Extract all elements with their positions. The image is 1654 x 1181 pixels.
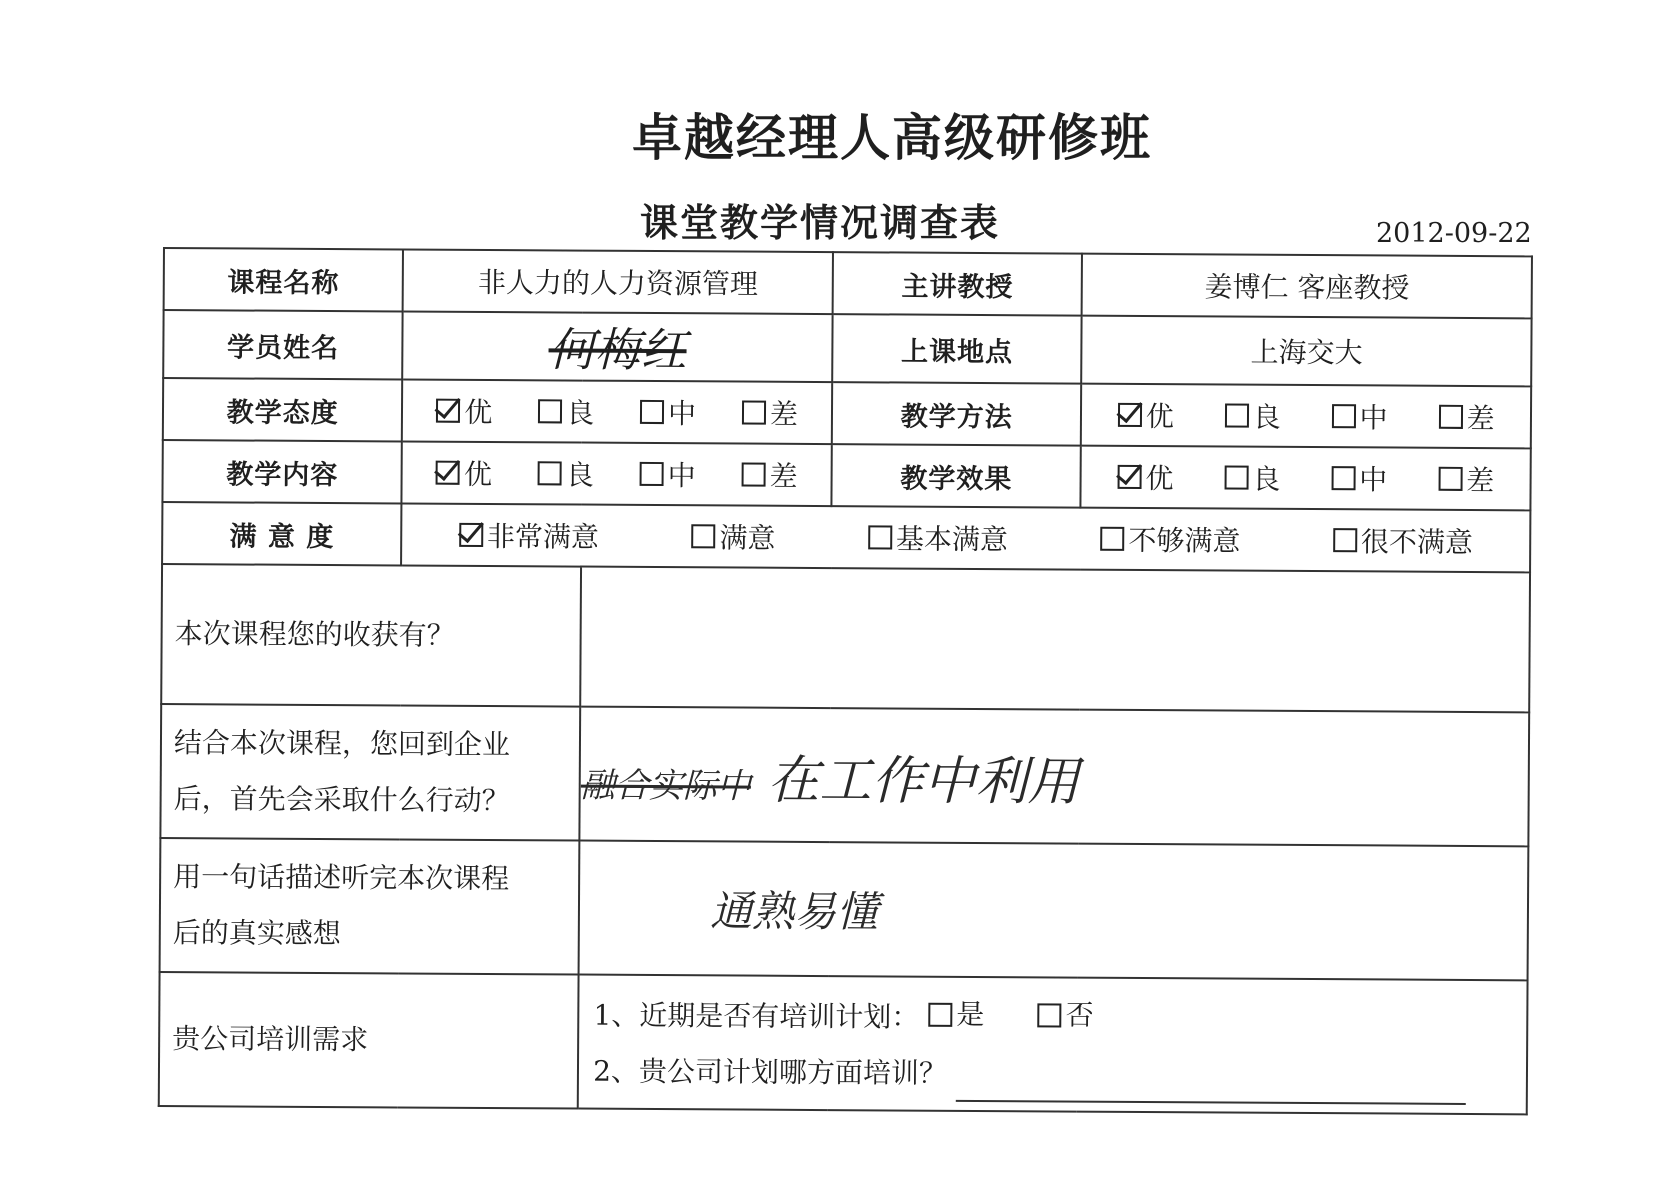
method-option-3[interactable] <box>1438 397 1494 437</box>
checked-box-icon <box>1117 465 1141 489</box>
location-label: 上课地点 <box>832 314 1082 384</box>
checkbox-icon <box>1225 403 1249 427</box>
method-option-1[interactable] <box>1225 395 1281 435</box>
attitude-option-3[interactable] <box>742 393 798 433</box>
question-action-line1: 结合本次课程，您回到企业 <box>173 726 511 762</box>
checkbox-icon <box>1438 467 1462 491</box>
attitude-option-0[interactable] <box>436 391 492 431</box>
attitude-option-2-label: 中 <box>667 397 697 431</box>
method-options <box>1081 384 1531 449</box>
attitude-option-0-label: 优 <box>464 395 493 430</box>
row-q1 <box>161 564 1530 712</box>
method-option-2-label: 中 <box>1359 401 1388 435</box>
attitude-option-1-label: 良 <box>566 396 595 430</box>
course-name-value: 非人力的人力资源管理 <box>403 249 833 314</box>
effect-option-1[interactable] <box>1224 457 1280 497</box>
survey-table <box>158 247 1533 1115</box>
checkbox-icon <box>1332 404 1356 428</box>
satisfaction-option-2[interactable] <box>868 517 1008 558</box>
satisfaction-option-3-label: 不够满意 <box>1128 523 1241 558</box>
training-plan-no[interactable] <box>1038 987 1094 1043</box>
answer-action[interactable] <box>580 707 1530 847</box>
content-option-3[interactable] <box>741 455 797 495</box>
checkbox-icon <box>1331 466 1355 490</box>
attitude-group <box>403 390 831 433</box>
attitude-option-1[interactable] <box>538 391 594 431</box>
question-feeling <box>160 838 580 975</box>
method-option-2[interactable] <box>1332 396 1388 436</box>
form-date: 2012-09-22 <box>1376 218 1532 249</box>
row-satisfaction <box>162 502 1530 572</box>
effect-option-3[interactable] <box>1438 459 1494 499</box>
checkbox-icon <box>640 400 664 424</box>
row-course <box>164 248 1532 318</box>
answer-action-text: 在工作中利用 <box>767 750 1080 813</box>
row-q4 <box>159 972 1528 1114</box>
satisfaction-group <box>403 514 1530 561</box>
effect-label: 教学效果 <box>831 444 1081 508</box>
satisfaction-option-0-label: 非常满意 <box>486 519 600 554</box>
attitude-label: 教学态度 <box>163 378 403 441</box>
satisfaction-label: 满 意 度 <box>162 502 402 565</box>
satisfaction-option-0[interactable] <box>459 515 599 556</box>
question-training-needs: 贵公司培训需求 <box>159 972 579 1109</box>
answer-gains[interactable] <box>580 567 1530 713</box>
answer-action-struck: 融合实际中 <box>580 765 752 807</box>
checkbox-icon <box>1438 405 1462 429</box>
training-plan-yes-label: 是 <box>956 997 985 1031</box>
checked-box-icon <box>436 399 460 423</box>
training-area-question: 2、贵公司计划哪方面培训？ <box>593 1054 948 1090</box>
content-label: 教学内容 <box>162 440 402 503</box>
lecturer-value: 姜博仁 客座教授 <box>1082 254 1532 319</box>
satisfaction-option-3[interactable] <box>1100 519 1240 560</box>
content-option-0[interactable] <box>436 453 492 493</box>
training-plan-yes[interactable] <box>928 986 984 1042</box>
checkbox-icon <box>538 461 562 485</box>
checkbox-icon <box>742 463 766 487</box>
attitude-option-2[interactable] <box>640 392 696 432</box>
checkbox-icon <box>868 525 892 549</box>
satisfaction-options <box>401 503 1530 572</box>
question-action <box>160 704 580 841</box>
student-name-label: 学员姓名 <box>163 310 403 379</box>
training-needs-answers <box>578 975 1528 1115</box>
content-option-1-label: 良 <box>565 458 594 492</box>
question-feeling-line1: 用一句话描述听完本次课程 <box>173 860 510 896</box>
checkbox-icon <box>538 399 562 423</box>
row-content <box>162 440 1530 510</box>
content-option-2-label: 中 <box>667 459 696 493</box>
row-student <box>163 310 1531 386</box>
attitude-option-3-label: 差 <box>769 397 799 431</box>
course-name-label: 课程名称 <box>164 248 404 311</box>
method-option-0-label: 优 <box>1145 400 1174 434</box>
form-subtitle: 课堂教学情况调查表 <box>639 201 1000 245</box>
checked-box-icon <box>459 523 483 547</box>
checked-box-icon <box>1118 403 1142 427</box>
attitude-options <box>402 379 832 444</box>
row-q2 <box>160 704 1529 846</box>
content-option-3-label: 差 <box>769 459 798 493</box>
checkbox-icon <box>928 1002 952 1026</box>
satisfaction-option-1[interactable] <box>691 516 775 557</box>
content-option-0-label: 优 <box>463 457 493 492</box>
method-label: 教学方法 <box>832 382 1082 446</box>
student-signature[interactable] <box>403 311 833 382</box>
checkbox-icon <box>691 524 715 548</box>
effect-option-1-label: 良 <box>1252 462 1281 496</box>
method-group <box>1082 395 1530 438</box>
effect-options <box>1081 446 1531 511</box>
lecturer-label: 主讲教授 <box>833 252 1083 316</box>
training-plan-question: 1、近期是否有培训计划： <box>593 998 920 1034</box>
checkbox-icon <box>640 462 664 486</box>
satisfaction-option-4[interactable] <box>1333 520 1473 561</box>
effect-option-3-label: 差 <box>1466 463 1495 498</box>
form-title: 卓越经理人高级研修班 <box>632 109 1152 167</box>
checkbox-icon <box>1100 527 1124 551</box>
satisfaction-option-1-label: 满意 <box>719 521 776 555</box>
location-value: 上海交大 <box>1082 316 1532 387</box>
content-option-2[interactable] <box>640 454 696 494</box>
training-area-line <box>593 1043 1526 1105</box>
checkbox-icon <box>1333 528 1357 552</box>
method-option-1-label: 良 <box>1252 400 1281 434</box>
handwritten-signature: 何梅红 <box>548 322 687 378</box>
question-feeling-line2: 后的真实感想 <box>172 916 341 951</box>
checkbox-icon <box>1224 465 1248 489</box>
training-plan-no-label: 否 <box>1065 998 1094 1032</box>
effect-option-0-label: 优 <box>1145 462 1174 496</box>
row-q3 <box>160 838 1529 980</box>
question-action-line2: 后，首先会采取什么行动？ <box>173 782 510 818</box>
training-plan-line <box>593 984 1526 1049</box>
effect-option-0[interactable] <box>1117 457 1173 497</box>
method-option-3-label: 差 <box>1466 401 1495 436</box>
effect-group <box>1082 457 1530 500</box>
question-gains: 本次课程您的收获有？ <box>161 564 581 707</box>
content-option-1[interactable] <box>538 453 594 493</box>
training-area-input[interactable] <box>956 1075 1466 1104</box>
satisfaction-option-2-label: 基本满意 <box>895 522 1009 557</box>
effect-option-2[interactable] <box>1331 458 1387 498</box>
checked-box-icon <box>436 461 460 485</box>
content-group <box>403 452 831 495</box>
row-attitude <box>163 378 1531 448</box>
satisfaction-option-4-label: 很不满意 <box>1360 525 1474 560</box>
checkbox-icon <box>1038 1003 1062 1027</box>
checkbox-icon <box>742 401 766 425</box>
content-options <box>402 441 832 506</box>
answer-feeling[interactable]: 通熟易懂 <box>579 841 1529 981</box>
method-option-0[interactable] <box>1118 395 1174 435</box>
effect-option-2-label: 中 <box>1359 463 1388 497</box>
